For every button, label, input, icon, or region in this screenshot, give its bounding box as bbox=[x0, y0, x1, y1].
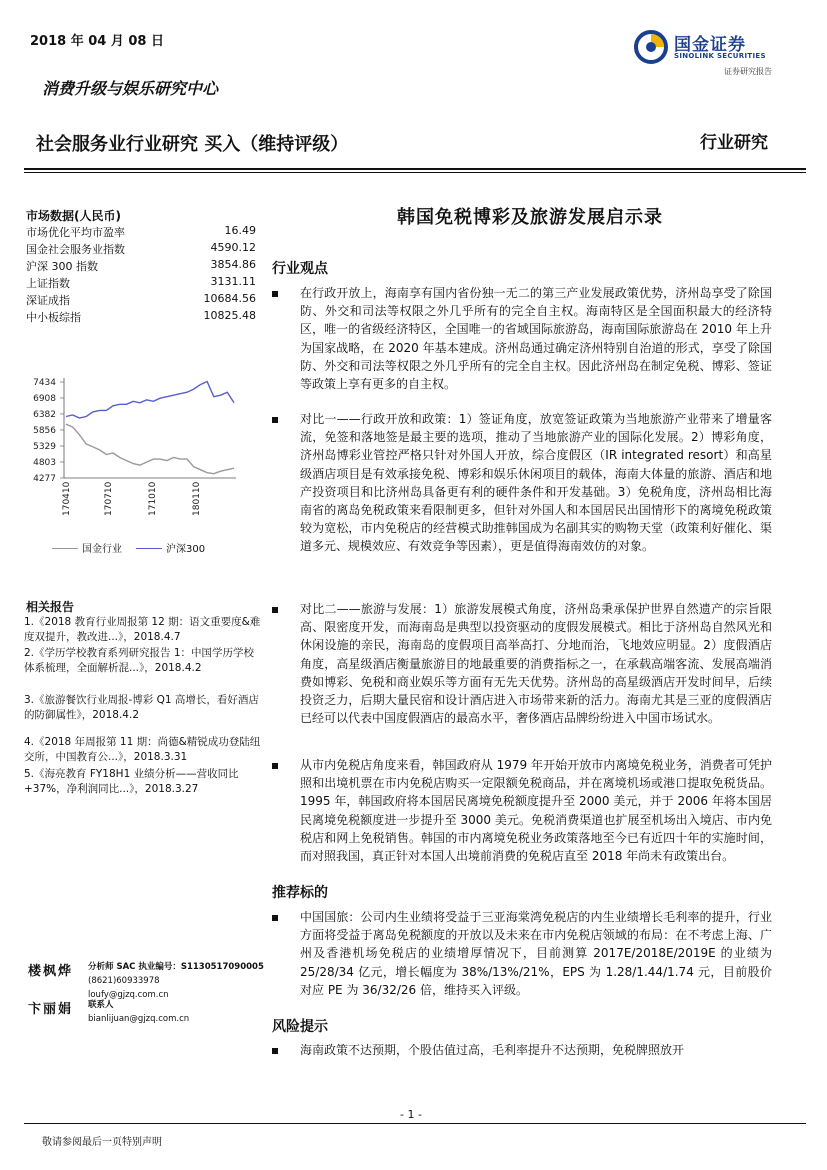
paragraph-duty-free-shops bbox=[272, 756, 772, 865]
related-report-link[interactable]: 1.《2018 教育行业周报第 12 期：语文重要度&难度双提升，教改进...》，2018.4.7 bbox=[24, 616, 261, 643]
bullet-square-icon bbox=[272, 763, 278, 769]
page-number: - 1 - bbox=[400, 1108, 422, 1121]
logo-mark-icon bbox=[634, 30, 668, 64]
legend-item bbox=[136, 540, 205, 555]
market-row-value: 16.49 bbox=[224, 224, 256, 237]
series-line-2 bbox=[66, 382, 234, 419]
analyst-block bbox=[28, 960, 268, 1000]
market-row-value: 10684.56 bbox=[203, 292, 256, 305]
bullet-square-icon bbox=[272, 1048, 278, 1054]
bullet-square-icon bbox=[272, 417, 278, 423]
x-tick-label: 171010 bbox=[148, 481, 158, 516]
analyst-phone: (8621)60933978 bbox=[88, 976, 160, 986]
paragraph-risk bbox=[272, 1041, 772, 1059]
market-row-label: 沪深 300 指数 bbox=[26, 260, 98, 273]
market-row bbox=[26, 309, 256, 326]
series-line-1 bbox=[66, 424, 234, 474]
header-divider-thin bbox=[24, 172, 806, 173]
related-report-link[interactable]: 4.《2018 年周报第 11 期：尚德&精锐成功登陆纽交所，中国教育公...》，2018.3.31 bbox=[24, 736, 261, 763]
analyst-email[interactable]: bianlijuan@gjzq.com.cn bbox=[88, 1014, 190, 1024]
paragraph-comparison-one bbox=[272, 410, 772, 556]
legend-swatch bbox=[52, 548, 78, 549]
paragraph-comparison-two bbox=[272, 600, 772, 727]
legend-label: 沪深300 bbox=[166, 543, 206, 555]
section-heading-recommended: 推荐标的 bbox=[272, 885, 328, 901]
report-type-label: 行业研究 bbox=[700, 133, 768, 153]
section-heading-industry-view: 行业观点 bbox=[272, 261, 328, 277]
legend-item bbox=[52, 540, 122, 555]
paragraph-text: 中国国旅：公司内生业绩将受益于三亚海棠湾免税店的内生业绩增长毛利率的提升，行业方面将受益于离岛免税额度的开放以及未来在市内免税店领域的布局：在不考虑上海、广州及香港机场免税店的业绩增厚情况下，目前测算 2017E/2018E/2019E 的业绩为 25/28/34 亿元，增长幅度为 38%/13%/21%，EPS 为 1.28/1.44/1.74 元，目前股价对应 PE 为 36/32/26 倍，维持买入评级。 bbox=[300, 910, 772, 997]
report-title: 韩国免税博彩及旅游发展启示录 bbox=[397, 207, 663, 228]
paragraph-text: 从市内免税店角度来看，韩国政府从 1979 年开始开放市内离境免税业务，消费者可凭护照和出境机票在市内免税店购买一定限额免税商品，并在离境机场或港口提取免税货品。1995 年，韩国政府将本国居民离境免税额度提升至 2000 美元，并于 2006 年将本国居民离境免税额度进一步提升至 3000 美元。免税消费渠道也扩展至机场出入境店、市内免税店和网上免税销售。韩国的市内离境免税业务政策落地至今已有近四十年的实施时间，而对照我国，真正针对本国人出境前消费的免税店直至 2018 年尚未有政策出台。 bbox=[300, 758, 772, 864]
market-row-value: 4590.12 bbox=[210, 241, 256, 254]
index-chart-svg bbox=[24, 372, 260, 537]
x-tick-label: 170410 bbox=[62, 481, 72, 516]
related-report-link[interactable]: 5.《海亮教育 FY18H1 业绩分析——营收同比+37%，净利润同比...》，2018.3.27 bbox=[24, 768, 239, 795]
report-date: 2018 年 04 月 08 日 bbox=[30, 34, 164, 49]
market-row-label: 中小板综指 bbox=[26, 311, 81, 324]
footer-disclaimer: 敬请参阅最后一页特别声明 bbox=[42, 1137, 162, 1148]
bullet-square-icon bbox=[272, 915, 278, 921]
section-heading-risk: 风险提示 bbox=[272, 1019, 328, 1035]
market-row-label: 上证指数 bbox=[26, 277, 70, 290]
related-report-link[interactable]: 2.《学历学校教育系列研究报告 1：中国学历学校体系梳理，全面解析混...》，2018.4.2 bbox=[24, 647, 255, 674]
market-row-value: 3854.86 bbox=[210, 258, 256, 271]
analyst-email[interactable]: loufy@gjzq.com.cn bbox=[88, 990, 169, 1000]
market-row-value: 3131.11 bbox=[210, 275, 256, 288]
y-tick-label: 6382 bbox=[33, 409, 56, 420]
analyst-name: 卞丽娟 bbox=[28, 1002, 74, 1017]
report-header-title: 社会服务业行业研究 买入（维持评级） bbox=[36, 134, 349, 155]
y-tick-label: 5856 bbox=[33, 425, 56, 436]
market-row-label: 国金社会服务业指数 bbox=[26, 243, 125, 256]
legend-label: 国金行业 bbox=[82, 543, 122, 555]
paragraph-text: 在行政开放上，海南享有国内省份独一无二的第三产业发展政策优势，济州岛享受了除国防、外交和司法等权限之外几乎所有的完全自主权。海南特区是全国面积最大的经济特区，唯一的省级经济特区，全国唯一的省域国际旅游岛，海南国际旅游岛在 2010 年上升为国家战略，在 2020 年基本建成。济州岛通过确定济州特别自治道的形式，享受了除国防、外交和司法等权限之外几乎所有的完全自主权。因此济州岛在制定免税、博彩、签证等政策上享有更多的自主权。 bbox=[300, 286, 772, 392]
chart-legend bbox=[52, 540, 262, 554]
analyst-sac-id: 分析师 SAC 执业编号：S1130517090005 bbox=[88, 962, 264, 972]
related-reports-heading: 相关报告 bbox=[26, 600, 75, 614]
footer-divider bbox=[24, 1123, 806, 1124]
analyst-name: 楼枫烨 bbox=[28, 964, 74, 979]
market-data-heading: 市场数据(人民币) bbox=[26, 209, 121, 223]
paragraph-text: 对比一——行政开放和政策：1）签证角度，放宽签证政策为当地旅游产业带来了增量客流，免签和落地签是最主要的选项，推动了当地旅游产业的国际化发展。2）博彩角度，济州岛博彩业管控严格只针对外国人开放，综合度假区（IR integrated resort）和高星级酒店项目是有效承接免税、博彩和娱乐休闲项目的载体，海南大体量的旅游、酒店和地产投资项目和比济州岛具备更有利的硬件条件和开发基础。3）免税角度，济州岛相比海南省的离岛免税政策来看限制更多，但针对外国人和本国居民出国情形下的离境免税政策较为宽松，市内免税店的经营模式助推韩国成为名副其实的购物天堂（政策利好催化、渠道多元、规模效应、有效竞争等因素），更是值得海南效仿的对象。 bbox=[300, 412, 772, 554]
market-row-value: 10825.48 bbox=[203, 309, 256, 322]
market-row bbox=[26, 241, 256, 258]
analyst-block bbox=[28, 998, 268, 1028]
bullet-square-icon bbox=[272, 291, 278, 297]
paragraph-recommendation bbox=[272, 908, 772, 999]
y-tick-label: 5329 bbox=[33, 442, 56, 453]
paragraph-admin-opening bbox=[272, 284, 772, 393]
market-row-label: 深证成指 bbox=[26, 294, 70, 307]
market-row bbox=[26, 275, 256, 292]
x-tick-label: 180110 bbox=[192, 481, 202, 516]
header-divider bbox=[24, 168, 806, 170]
logo-text-cn: 国金证券 bbox=[674, 35, 746, 55]
market-row-label: 市场优化平均市盈率 bbox=[26, 226, 125, 239]
logo-subtitle: 证券研究报告 bbox=[724, 67, 772, 76]
legend-swatch bbox=[136, 548, 162, 549]
market-row bbox=[26, 258, 256, 275]
paragraph-text: 海南政策不达预期，个股估值过高，毛利率提升不达预期，免税牌照放开 bbox=[300, 1043, 685, 1057]
y-tick-label: 7434 bbox=[33, 378, 56, 388]
bullet-square-icon bbox=[272, 607, 278, 613]
analyst-role: 联系人 bbox=[88, 1000, 114, 1010]
paragraph-text: 对比二——旅游与发展：1）旅游发展模式角度，济州岛秉承保护世界自然遗产的宗旨限高、限密度开发，而海南岛是典型以投资驱动的度假发展模式。相比于济州岛自然风光和休闲设施的亲民，海南岛的度假项目高举高打、分地而治，飞地效应明显。2）度假酒店角度，高星级酒店衡量旅游目的地最重要的消费指标之一，在承载高端客流、发展高端消费如博彩、免税和商业娱乐等方面有无先天优势。济州岛的高星级酒店开发时间早，后续投资乏力，后期大量民宿和设计酒店进入市场带来新的活力。海南尤其是三亚的度假酒店已经可以代表中国度假酒店的最高水平，奢侈酒店品牌纷纷进入中国市场试水。 bbox=[300, 602, 772, 726]
market-row bbox=[26, 292, 256, 309]
logo-text-en: SINOLINK SECURITIES bbox=[674, 52, 766, 60]
y-tick-label: 4277 bbox=[33, 474, 56, 484]
x-tick-label: 170710 bbox=[104, 481, 114, 516]
y-tick-label: 6908 bbox=[33, 393, 56, 404]
index-chart bbox=[24, 372, 260, 562]
related-report-link[interactable]: 3.《旅游餐饮行业周报-博彩 Q1 高增长，看好酒店的防御属性》，2018.4.2 bbox=[24, 694, 259, 721]
research-center-name: 消费升级与娱乐研究中心 bbox=[42, 79, 219, 98]
y-tick-label: 4803 bbox=[33, 458, 56, 469]
market-row bbox=[26, 224, 256, 241]
